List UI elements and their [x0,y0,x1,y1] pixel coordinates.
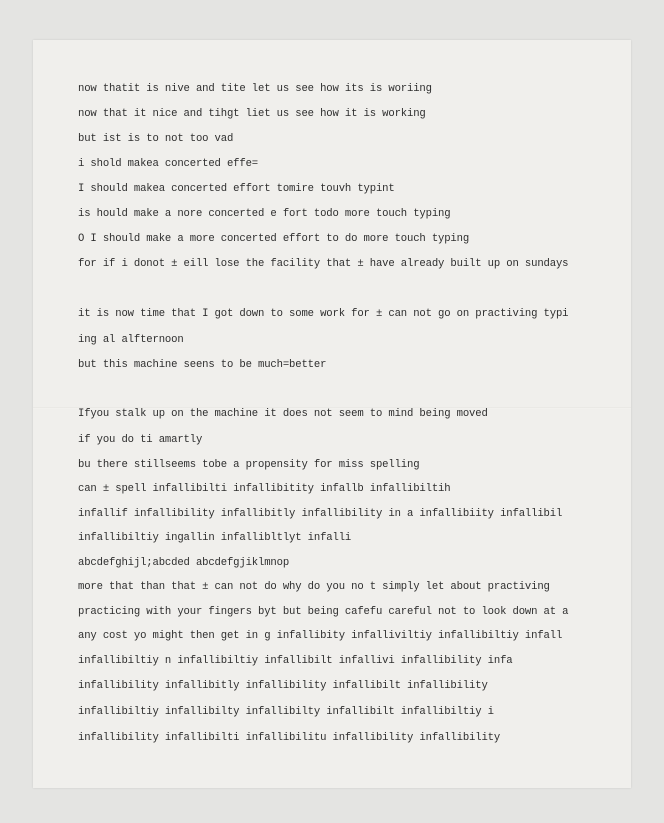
typed-line-21: any cost yo might then get in g infallibity infalliviltiy infallibiltiy infall [78,630,563,642]
typed-line-6: is hould make a nore concerted e fort todo more touch typing [78,208,451,220]
typed-line-16: infallif infallibility infallibitly infallibility in a infallibiity infallibil [78,508,563,520]
typed-line-1: now thatit is nive and tite let us see how its is woriing [78,83,432,95]
typed-line-4: i shold makea concerted effe= [78,158,259,170]
typed-line-25: infallibility infallibilti infallibilitu infallibility infallibility [78,732,501,744]
typed-line-8: for if i donot ± eill lose the facility that ± have already built up on sundays [78,258,569,270]
typed-line-9: it is now time that I got down to some work for ± can not go on practiving typi [78,308,569,320]
typed-line-3: but ist is to not too vad [78,133,234,145]
typed-line-20: practicing with your fingers byt but being cafefu careful not to look down at a [78,606,569,618]
typed-line-7: O I should make a more concerted effort to do more touch typing [78,233,470,245]
typed-line-2: now that it nice and tihgt liet us see how it is working [78,108,426,120]
typed-line-13: if you do ti amartly [78,434,203,446]
typed-line-14: bu there stillseems tobe a propensity for miss spelling [78,459,420,471]
typed-line-10: ing al alfternoon [78,334,184,346]
typed-line-24: infallibiltiy infallibilty infallibilty infallibilt infallibiltiy i [78,706,494,718]
typed-line-15: can ± spell infallibilti infallibitity infallb infallibiltih [78,483,451,495]
typewritten-page [33,40,631,788]
typed-line-17: infallibiltiy ingallin infallibltlyt infalli [78,532,352,544]
typed-line-5: I should makea concerted effort tomire touvh typint [78,183,395,195]
typed-line-19: more that than that ± can not do why do you no t simply let about practiving [78,581,550,593]
typed-line-22: infallibiltiy n infallibiltiy infallibilt infallivi infallibility infa [78,655,513,667]
typed-line-11: but this machine seens to be much=better [78,359,327,371]
typed-line-23: infallibility infallibitly infallibility infallibilt infallibility [78,680,488,692]
typed-line-12: Ifyou stalk up on the machine it does not seem to mind being moved [78,408,488,420]
typed-line-18: abcdefghijl;abcded abcdefgjiklmnop [78,557,290,569]
